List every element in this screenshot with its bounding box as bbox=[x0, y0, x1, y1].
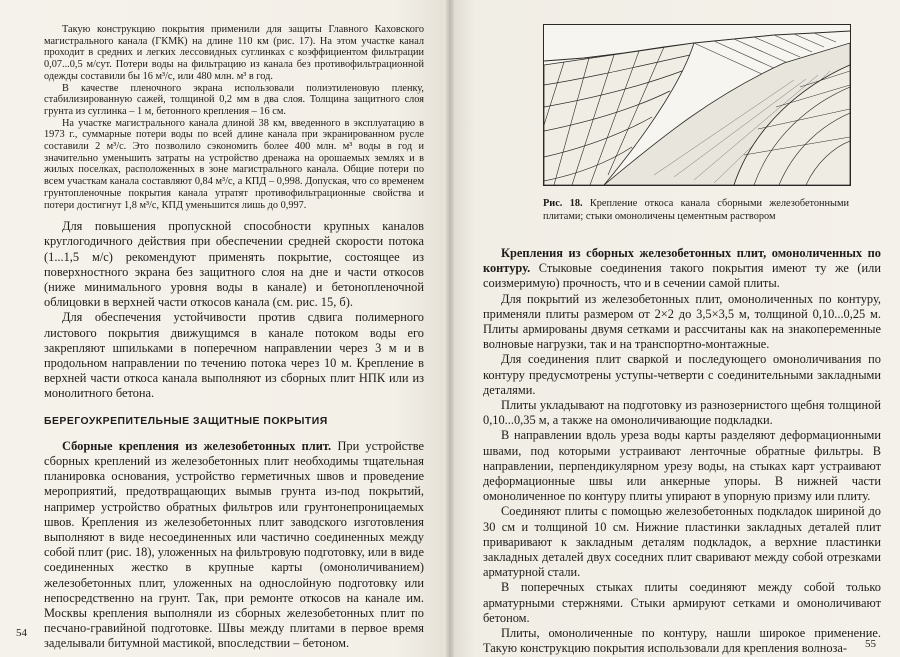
paragraph: Для соединения плит сваркой и последующего омоноличивания по контуру предусмотрены уступы-четверти с соединительными закладными деталями. bbox=[483, 352, 881, 397]
figure-caption bbox=[543, 198, 849, 223]
right-text-column bbox=[483, 246, 881, 656]
paragraph: Для обеспечения устойчивости против сдвига полимерного листового покрытия движущимся в канале потоком воды его закрепляют шпильками в поперечном направлении через 3 м и в продольном направлении по течению потока через 10 м. Крепление в верхней части откоса канала выполняют из сборных плит НПК или из монолитного бетона. bbox=[44, 310, 424, 401]
paragraph: Для повышения пропускной способности крупных каналов круглогодичного действия при обеспечении средней скорости потока (1...1,5 м/с) рекомендуют применять покрытие, состоящее из поверхностного экрана без защитного слоя на дне и части откосов (ниже минимального уровня воды в канале) и бетонопленочной облицовки в верхней части откосов канала (см. рис. 15, б). bbox=[44, 219, 424, 310]
right-page bbox=[449, 0, 900, 657]
paragraph: Плиты укладывают на подготовку из разнозернистого щебня толщиной 0,10...0,35 м, а также на омоноличивающие подкладки. bbox=[483, 398, 881, 428]
book-gutter bbox=[446, 0, 454, 657]
caption-label: Рис. 18. bbox=[543, 198, 583, 209]
left-page bbox=[0, 0, 449, 657]
figure-canal-slope bbox=[543, 24, 851, 186]
page-number: 55 bbox=[865, 638, 876, 650]
left-text-column bbox=[44, 24, 424, 652]
page-number: 54 bbox=[16, 627, 27, 639]
paragraph: Для покрытий из железобетонных плит, омоноличенных по контуру, применяли плиты размером от 2×2 до 3,5×3,5 м, толщиной 0,10...0,25 м. Плиты армированы двумя сетками и рассчитаны как на знакопеременные волновые нагрузки, так и на транспортно-монтажные. bbox=[483, 291, 881, 352]
runin-text: Стыковые соединения такого покрытия имеют ту же (или соизмеримую) прочность, что и в сечении самой плиты. bbox=[483, 261, 881, 291]
runin-text: При устройстве сборных креплений из железобетонных плит необходимы тщательная планировка основания, устройство герметичных швов и проведение мероприятий, предотвращающих вымыв грунта из-под покрытий, например устройство обратных фильтров или грунтонепроницаемых швов. Крепления из железобетонных плит заводского изготовления выполняют в виде несоединенных или частично соединенных между собой плит (рис. 18), уложенных на фильтровую подготовку, или в виде соединенных жестко в крупные карты (омоноличиванием) железобетонных плит, уложенных на однослойную подготовку или непосредственно на грунт. Так, при ремонте откосов на канале им. Москвы крепления выполняли из сборных железобетонных плит по песчано-гравийной подготовке. Швы между плитами в первое время заделывали битумной мастикой, впоследствии – бетоном. bbox=[44, 438, 425, 651]
paragraph: В поперечных стыках плиты соединяют между собой только арматурными стержнями. Стыки армируют сетками и омоноличивают бетоном. bbox=[483, 580, 881, 625]
section-heading: БЕРЕГОУКРЕПИТЕЛЬНЫЕ ЗАЩИТНЫЕ ПОКРЫТИЯ bbox=[44, 415, 328, 427]
small-print-block bbox=[44, 24, 424, 211]
canal-illustration bbox=[544, 25, 850, 185]
paragraph-runin bbox=[483, 246, 881, 292]
normal-print-block bbox=[44, 219, 424, 651]
paragraph: Плиты, омоноличенные по контуру, нашли широкое применение. Такую конструкцию покрытия использовали для крепления волноза- bbox=[483, 626, 881, 656]
paragraph-runin bbox=[44, 439, 424, 652]
runin-title: Крепления из сборных железобетонных плит, омоноличенных по контуру. bbox=[483, 246, 881, 276]
paragraph: Такую конструкцию покрытия применили для защиты Главного Каховского магистрального канала (ГКМК) на длине 110 км (рис. 17). На этом участке канал проходит в средних и легких лессовидных суглинках с коэффициентом фильтрации 0,07...0,5 м/сут. Потери воды на фильтрацию из канала без противофильтрационной одежды составили бы 16 м³/с, или 480 млн. м³ в год. bbox=[44, 24, 424, 82]
paragraph: Соединяют плиты с помощью железобетонных подкладок шириной до 30 см и толщиной 10 см. Нижние пластинки закладных деталей плит приваривают к закладным деталям подкладок, а верхние пластинки закладных деталей двух соседних плит сваривают между собой отрезками арматурной стали. bbox=[483, 504, 881, 580]
paragraph: На участке магистрального канала длиной 38 км, введенного в эксплуатацию в 1973 г., суммарные потери воды по всей длине канала при экранированном русле составили 2 м³/с. Это позволило сэкономить более 400 млн. м³ воды в год и значительно уменьшить затраты на устройство дренажа на орошаемых землях и в жилых поселках, расположенных в зоне магистрального канала. Общие потери по всем участкам канала составляют 0,84 м³/с, а КПД – 0,998. Допуская, что со временем грунтопленочные покрытия канала утратят противофильтрационные свойства и потери достигнут 1,8 м³/с, КПД уменьшится лишь до 0,997. bbox=[44, 117, 424, 211]
paragraph: В направлении вдоль уреза воды карты разделяют деформационными швами, под которыми устраивают ленточные обратные фильтры. В направлении, перпендикулярном урезу воды, на стыках карт устраивают деформационные швы или анкерные упоры. В нижней части омоноличенное по контуру плиты упирают в упорную призму или плиту. bbox=[483, 428, 881, 504]
paragraph: В качестве пленочного экрана использовали полиэтиленовую пленку, стабилизированную сажей, толщиной 0,2 мм в два слоя. Толщина защитного слоя грунта из суглинка – 1 м, бетонного крепления – 16 см. bbox=[44, 82, 424, 117]
runin-title: Сборные крепления из железобетонных плит. bbox=[62, 438, 332, 453]
caption-text: Крепление откоса канала сборными железобетонными плитами; стыки омоноличены цементным раствором bbox=[543, 198, 849, 222]
